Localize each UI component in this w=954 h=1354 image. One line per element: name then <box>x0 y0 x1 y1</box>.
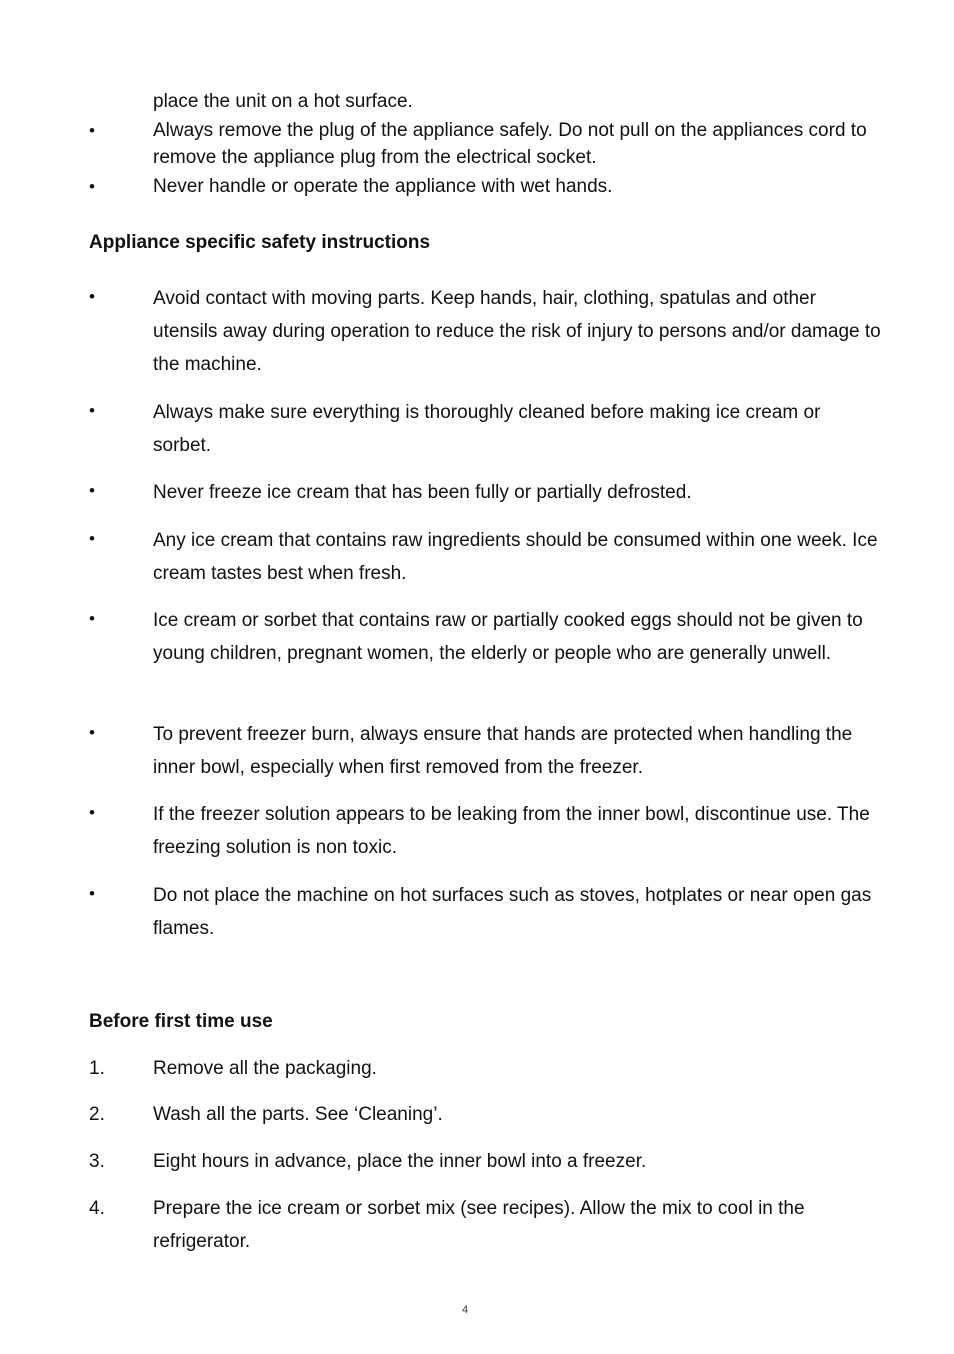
bullet-item: To prevent freezer burn, always ensure that hands are protected when handling the inner bowl, especially when first removed from the freezer. <box>153 724 853 778</box>
section-heading-first-use: Before first time use <box>89 1011 273 1032</box>
bullet-glyph: • <box>89 723 95 742</box>
bullet-glyph: • <box>89 401 95 420</box>
bullet-item: If the freezer solution appears to be leaking from the inner bowl, discontinue use. The freezing solution is non toxic. <box>153 804 870 858</box>
bullet-item: Never handle or operate the appliance with wet hands. <box>153 176 613 197</box>
bullet-glyph: • <box>89 609 95 628</box>
step-text: Prepare the ice cream or sorbet mix (see recipes). Allow the mix to cool in the refrigerator. <box>153 1198 805 1252</box>
section-heading-appliance-safety: Appliance specific safety instructions <box>89 232 431 253</box>
page-number: 4 <box>461 1304 469 1316</box>
bullet-item: Always remove the plug of the appliance safely. Do not pull on the appliances cord to remove the appliance plug from the electrical socket. <box>153 120 867 168</box>
bullet-item: Always make sure everything is thoroughly cleaned before making ice cream or sorbet. <box>153 402 821 456</box>
bullet-item: Never freeze ice cream that has been fully or partially defrosted. <box>153 482 692 503</box>
step-number: 3. <box>89 1151 105 1172</box>
step-text: Eight hours in advance, place the inner bowl into a freezer. <box>153 1151 647 1172</box>
bullet-item: Avoid contact with moving parts. Keep hands, hair, clothing, spatulas and other utensils away during operation to reduce the risk of injury to persons and/or damage to the machine. <box>153 288 881 375</box>
bullet-glyph: • <box>89 884 95 903</box>
bullet-item: Do not place the machine on hot surfaces such as stoves, hotplates or near open gas flames. <box>153 885 872 939</box>
step-text: Wash all the parts. See ‘Cleaning’. <box>153 1104 443 1125</box>
bullet-glyph: • <box>89 121 95 140</box>
bullet-item: Ice cream or sorbet that contains raw or partially cooked eggs should not be given to young children, pregnant women, the elderly or people who are generally unwell. <box>153 610 863 664</box>
bullet-item: Any ice cream that contains raw ingredients should be consumed within one week. Ice cream tastes best when fresh. <box>153 530 878 584</box>
step-number: 2. <box>89 1104 105 1125</box>
step-number: 4. <box>89 1198 105 1219</box>
bullet-glyph: • <box>89 177 95 196</box>
bullet-glyph: • <box>89 481 95 500</box>
bullet-glyph: • <box>89 529 95 548</box>
bullet-glyph: • <box>89 803 95 822</box>
step-number: 1. <box>89 1058 105 1079</box>
bullet-glyph: • <box>89 287 95 306</box>
continuation-text: place the unit on a hot surface. <box>153 91 413 112</box>
step-text: Remove all the packaging. <box>153 1058 377 1079</box>
